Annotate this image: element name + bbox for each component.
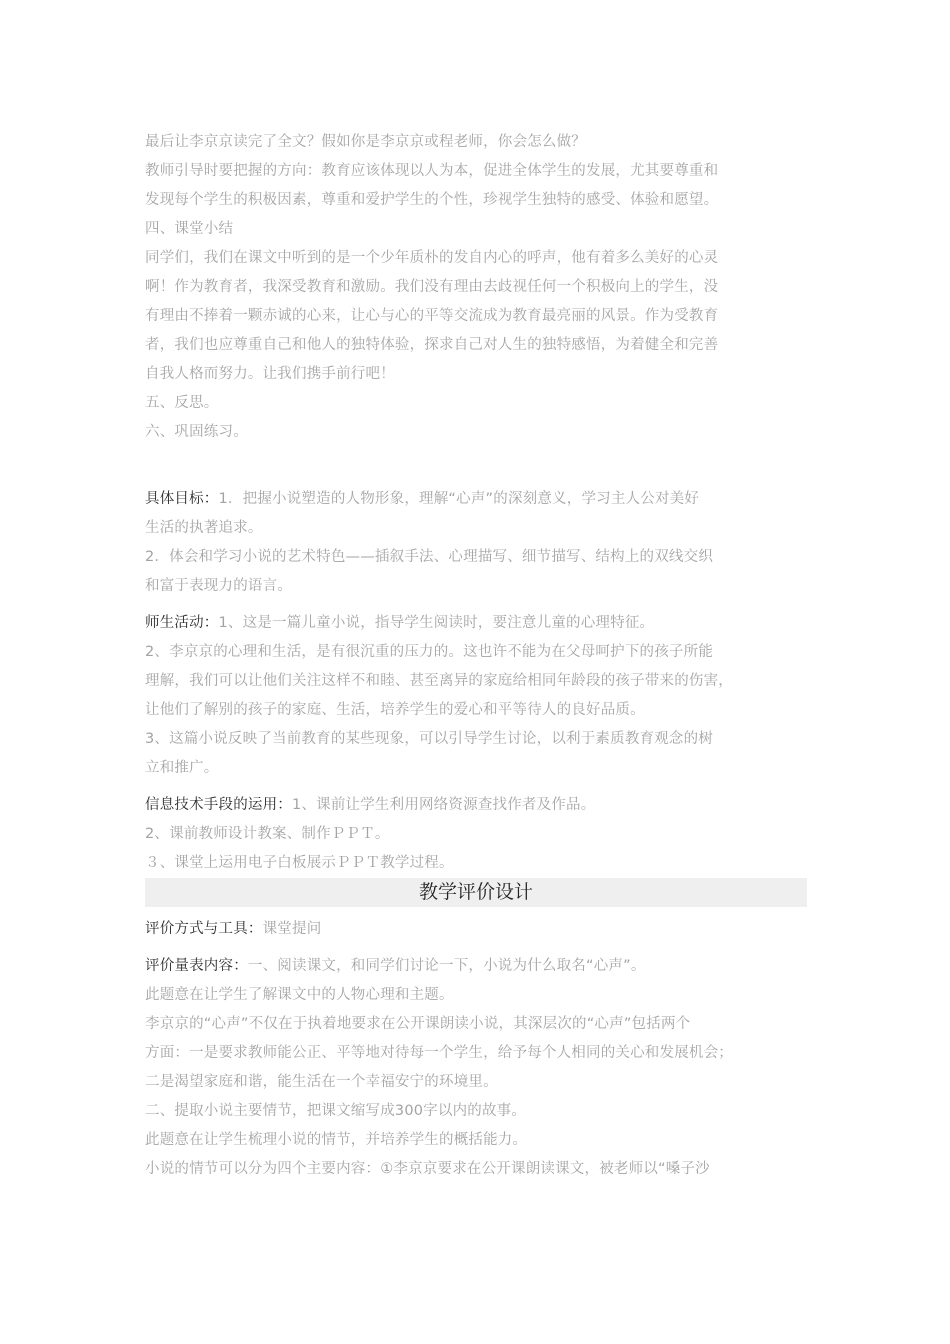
method-label: 评价方式与工具： [145,921,263,937]
text-line: 李京京的“心声”不仅在于执着地要求在公开课朗读小说，其深层次的“心声”包括两个 [145,1016,691,1032]
tech-text: 1、课前让学生利用网络资源查找作者及作品。 [292,797,596,813]
text-line: 小说的情节可以分为四个主要内容：①李京京要求在公开课朗读课文，被老师以“嗓子沙 [145,1161,710,1177]
method-line [145,915,807,944]
text-line: 同学们，我们在课文中听到的是一个少年质朴的发自内心的呼声，他有着多么美好的心灵 [145,250,719,266]
text-line: 六、巩固练习。 [145,424,248,440]
text-line: 发现每个学生的积极因素，尊重和爱护学生的个性，珍视学生独特的感受、体验和愿望。 [145,192,719,208]
scale-text: 一、阅读课文，和同学们讨论一下，小说为什么取名“心声”。 [247,958,646,974]
text-line: 立和推广。 [145,760,219,776]
text-line: 有理由不捧着一颗赤诚的心来，让心与心的平等交流成为教育最亮丽的风景。作为受教育 [145,308,719,324]
method-value: 课堂提问 [262,921,322,937]
tech-label: 信息技术手段的运用： [145,797,292,813]
text-line: 让他们了解别的孩子的家庭、生活，培养学生的爱心和平等待人的良好品质。 [145,702,645,718]
section-title: 教学评价设计 [145,878,807,907]
text-line: 二、提取小说主要情节，把课文缩写成300字以内的故事。 [145,1103,527,1119]
text-line: 教师引导时要把握的方向：教育应该体现以人为本，促进全体学生的发展，尤其要尊重和 [145,163,719,179]
text-line: 理解，我们可以让他们关注这样不和睦、甚至离异的家庭给相同年龄段的孩子带来的伤害， [145,673,733,689]
text-line: 3、这篇小说反映了当前教育的某些现象，可以引导学生讨论，以利于素质教育观念的树 [145,731,714,747]
text-line: 和富于表现力的语言。 [145,578,292,594]
tech-section [145,791,807,878]
text-line: 最后让李京京读完了全文？假如你是李京京或程老师，你会怎么做？ [145,134,586,150]
text-line: 四、课堂小结 [145,221,234,237]
specific-goals-section [145,485,807,601]
goals-first-line [145,485,807,514]
text-line: 者，我们也应尊重自己和他人的独特体验，探求自己对人生的独特感悟，为着健全和完善 [145,337,719,353]
text-line: 生活的执著追求。 [145,520,263,536]
document-page [145,128,807,1184]
lesson-closing-section [145,128,807,447]
text-line: 此题意在让学生梳理小说的情节，并培养学生的概括能力。 [145,1132,528,1148]
text-line: 此题意在让学生了解课文中的人物心理和主题。 [145,987,454,1003]
text-line: 2、李京京的心理和生活，是有很沉重的压力的。这也许不能为在父母呵护下的孩子所能 [145,644,714,660]
scale-label: 评价量表内容： [145,958,248,974]
text-line: ３、课堂上运用电子白板展示ＰＰＴ教学过程。 [145,855,454,871]
goals-text: 1．把握小说塑造的人物形象，理解“心声”的深刻意义，学习主人公对美好 [218,491,700,507]
text-line: 啊！作为教育者，我深受教育和激励。我们没有理由去歧视任何一个积极向上的学生，没 [145,279,719,295]
scale-first-line [145,952,807,981]
tech-first-line [145,791,807,820]
text-line: 方面：一是要求教师能公正、平等地对待每一个学生，给予每个人相同的关心和发展机会； [145,1045,733,1061]
text-line: 自我人格而努力。让我们携手前行吧！ [145,366,395,382]
activities-section [145,609,807,783]
activities-first-line [145,609,807,638]
activities-label: 师生活动： [145,615,219,631]
text-line: 二是渴望家庭和谐，能生活在一个幸福安宁的环境里。 [145,1074,498,1090]
goals-label: 具体目标： [145,491,219,507]
activities-text: 1、这是一篇儿童小说，指导学生阅读时，要注意儿童的心理特征。 [218,615,655,631]
text-line: 2．体会和学习小说的艺术特色——插叙手法、心理描写、细节描写、结构上的双线交织 [145,549,714,565]
scale-section [145,952,807,1184]
method-section [145,915,807,944]
text-line: 五、反思。 [145,395,219,411]
text-line: 2、课前教师设计教案、制作ＰＰＴ。 [145,826,390,842]
